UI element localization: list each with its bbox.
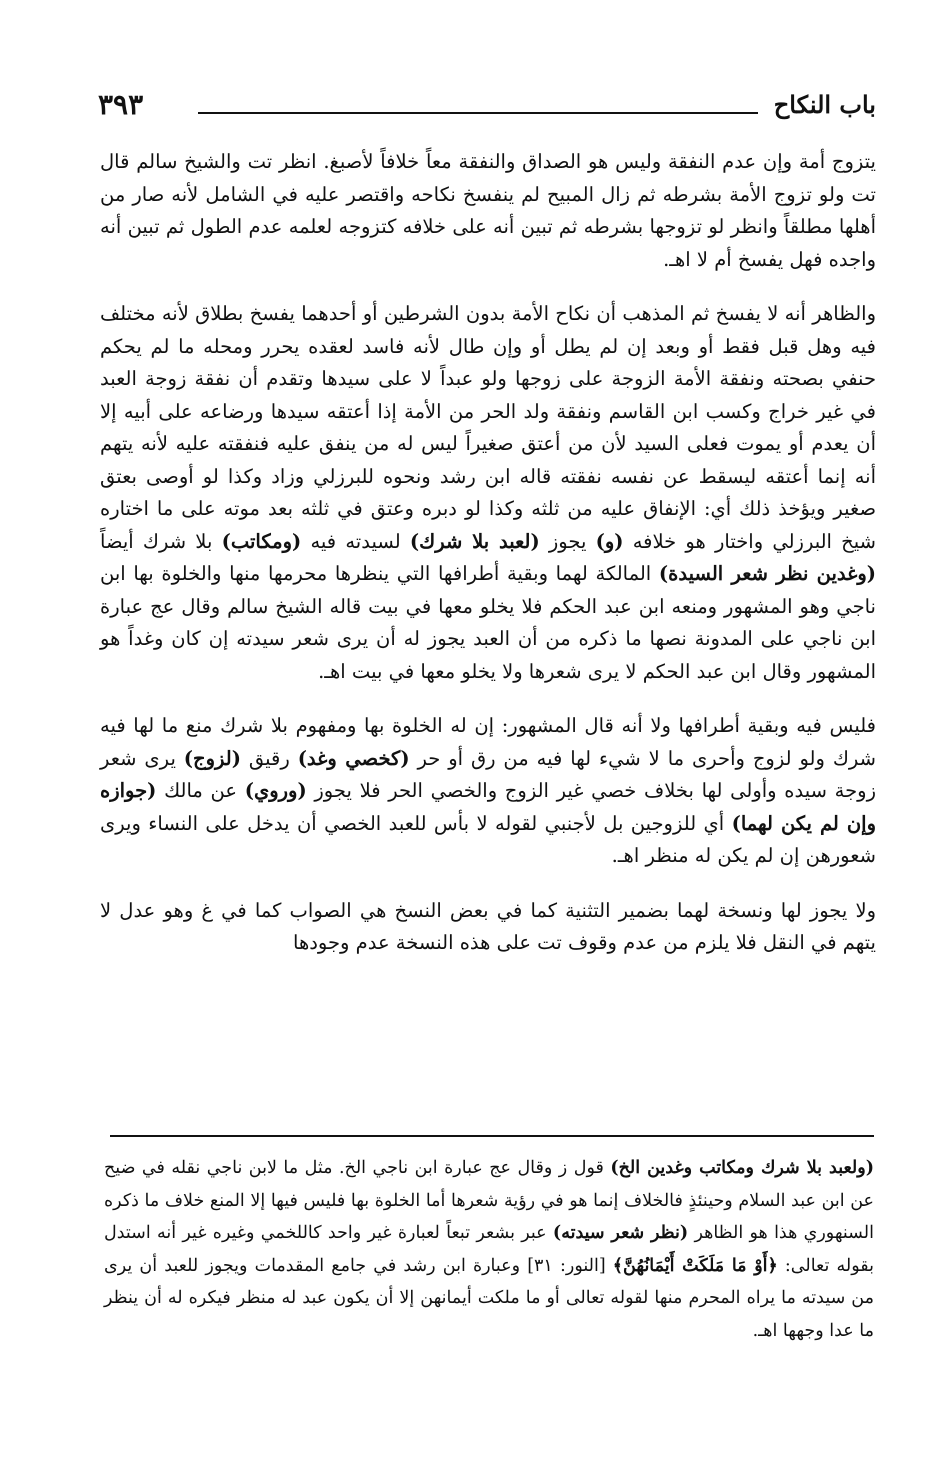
text-run: بلا شرك أيضاً: [100, 529, 222, 553]
paragraph: [100, 146, 876, 276]
footnote-text: [104, 1152, 874, 1347]
footnote-separator: [110, 1135, 874, 1137]
bold-phrase: (نظر شعر سيدته): [552, 1223, 689, 1243]
text-run: يتزوج أمة وإن عدم النفقة وليس هو الصداق والنفقة معاً خلافاً لأصبغ. انظر تت والشيخ سالم قال تت ولو تزوج الأمة بشرطه ثم زال المبيح لم ينفسخ نكاحه واقتصر عليه في الشامل لأنه صار من أهلها مطلقاً وانظر لو تزوجها بشرطه ثم تبين أنه على خلافه كتزوجه لعلمه عدم الطول ثم تبين أنه واجده فهل يفسخ أم لا اهـ.: [100, 150, 876, 271]
text-run: عن مالك: [156, 779, 245, 802]
chapter-title: باب النكاح: [773, 90, 876, 119]
text-run: ولا يجوز لها ونسخة لهما بضمير التثنية كما في بعض النسخ هي الصواب كما في غ وهو عدل لا يتهم في النقل فلا يلزم من عدم وقوف تت على هذه النسخة عدم وجودها: [100, 898, 876, 954]
bold-phrase: (ومكاتب): [221, 529, 302, 553]
page-header: [98, 88, 876, 122]
text-run: عبر بشعر تبعاً لعبارة غير واحد كاللخمي وغيره غير أنه استدل بقوله تعالى:: [104, 1223, 874, 1276]
page-number: ٣٩٣: [98, 88, 144, 121]
text-run: [النور: ٣١] وعبارة ابن رشد في جامع المقدمات ويجوز للعبد أن يرى من سيدته ما يراه المحرم منها لقوله تعالى أو ما ملكت أيمانهن إلا أن يكون عبد له منظر فيكره له أن ينظر ما عدا وجهها اهـ.: [104, 1255, 874, 1341]
bold-phrase: (ولعبد بلا شرك ومكاتب وغدين الخ): [610, 1158, 874, 1178]
text-run: المالكة لهما وبقية أطرافها التي ينظرها محرمها منها والخلوة بها ابن ناجي وهو المشهور ومنعه ابن عبد الحكم فلا يخلو معها في بيت قاله الشيخ سالم وقال عج عبارة ابن ناجي على المدونة نصها ما ذكره من أن العبد يجوز له أن يرى شعر سيدته إن كان وغداً هو المشهور وقال ابن عبد الحكم لا يرى شعرها ولا يخلو معها في بيت اهـ.: [100, 562, 876, 683]
paragraph: [100, 895, 876, 960]
text-run: يجوز: [539, 529, 596, 553]
header-rule: [198, 112, 758, 114]
bold-phrase: (جوازه وإن لم يكن لهما): [100, 779, 876, 835]
bold-phrase: (لزوج): [183, 746, 241, 770]
text-run: فليس فيه وبقية أطرافها ولا أنه قال المشهور: إن له الخلوة بها ومفهوم بلا شرك منع ما لها فيه شرك ولو لزوج وأحرى ما لا شيء لها فيه من رق أو حر: [100, 714, 876, 770]
text-run: والظاهر أنه لا يفسخ ثم المذهب أن نكاح الأمة بدون الشرطين أو أحدهما يفسخ بطلاق لأنه مختلف فيه وهل قبل فقط أو وبعد إن لم يطل أو وإن طال لأنه فاسد لعقده يحرر ومحله ما لم يحكم حنفي بصحته ونفقة الأمة الزوجة على زوجها ولو عبداً لا على سيدها وتقدم أن نفقة زوجة العبد في غير خراج وكسب ابن القاسم ونفقة ولد الحر من الأمة إذا أعتقه سيدها ورضاعه على أبيه إلا أن يعدم أو يموت فعلى السيد لأن من أعتق صغيراً ليس له من ينفق عليه فنفقته عليه لأنه يتهم أنه إنما أعتقه ليسقط عن نفسه نفقته قاله ابن رشد ونحوه للبرزلي وزاد وكذا لو أوصى بعتق صغير ويؤخذ ذلك أي: الإنفاق عليه من ثلثه وكذا لو دبره وعتق في ثلثه بعد موته على ما اختاره شيخ البرزلي واختار هو خلافه: [100, 302, 876, 553]
bold-phrase: (كخصي وغد): [297, 746, 410, 770]
text-run: يرى شعر زوجة سيده وأولى لها بخلاف خصي غير الزوج والخصي الحر فلا يجوز: [100, 746, 876, 802]
paragraph: [100, 710, 876, 873]
bold-phrase: (و): [595, 529, 624, 553]
bold-phrase: ﴿أَوْ مَا مَلَكَتْ أَيْمَانُهُنَّ﴾: [612, 1255, 778, 1276]
bold-phrase: (وروي): [244, 779, 307, 802]
text-run: لسيدته فيه: [301, 529, 410, 553]
main-text: [100, 146, 876, 982]
text-run: أي للزوجين بل لأجنبي لقوله لا بأس للعبد الخصي أن يدخل على النساء ويرى شعورهن إن لم يكن له منظر اهـ.: [100, 811, 876, 867]
text-run: رقيق: [240, 746, 298, 770]
bold-phrase: (وغدين نظر شعر السيدة): [658, 562, 876, 585]
text-run: قول ز وقال عج عبارة ابن ناجي الخ. مثل ما لابن ناجي نقله في ضيح عن ابن عبد السلام وحينئذٍ فالخلاف إنما هو في رؤية شعرها أما الخلوة بها فليس فيها إلا المنع خلاف ما ذكره السنهوري هذا هو الظاهر: [104, 1158, 874, 1243]
paragraph: [100, 298, 876, 688]
bold-phrase: (لعبد بلا شرك): [409, 529, 540, 553]
footnote: [104, 1152, 874, 1347]
